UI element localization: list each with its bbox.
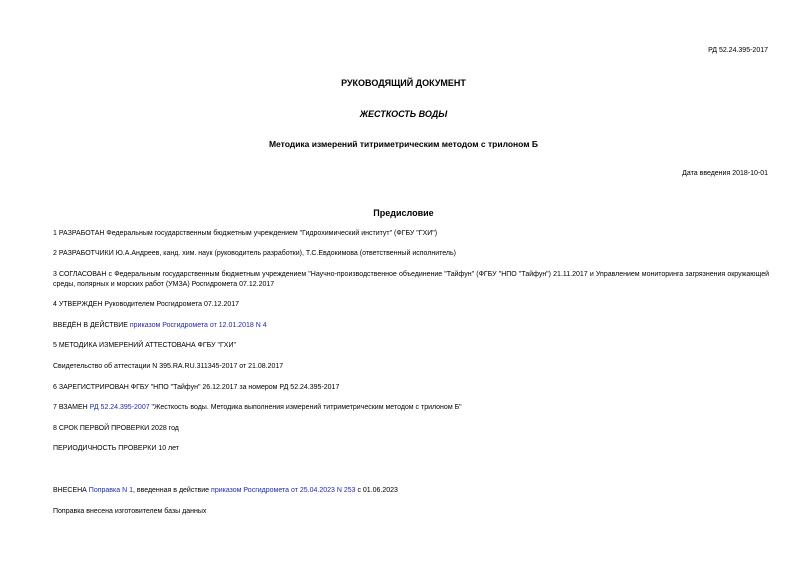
replaces-title-text: "Жесткость воды. Методика выполнения измерений титриметрическим методом с трилоном Б"	[149, 404, 462, 411]
paragraph-replaces	[53, 403, 462, 413]
amendment-link[interactable]: Поправка N 1	[88, 487, 133, 494]
enacted-text: ВВЕДЁН В ДЕЙСТВИЕ	[53, 322, 130, 329]
paragraph-enacted	[53, 321, 267, 331]
preface-heading: Предисловие	[373, 208, 434, 218]
paragraph-amendment	[53, 486, 398, 496]
amendment-order-link[interactable]: приказом Росгидромета от 25.04.2023 N 253	[211, 487, 356, 494]
replaced-document-link[interactable]: РД 52.24.395-2007	[89, 404, 150, 411]
amendment-text: ВНЕСЕНА	[53, 487, 89, 494]
paragraph-certificate: Свидетельство об аттестации N 395.RA.RU.311345-2017 от 21.08.2017	[53, 363, 284, 370]
paragraph-developers: 2 РАЗРАБОТЧИКИ Ю.А.Андреев, канд. хим. наук (руководитель разработки), Т.С.Евдокимова (ответственный исполнитель)	[53, 250, 456, 257]
amendment-date-text: с 01.06.2023	[355, 487, 398, 494]
paragraph-registered: 6 ЗАРЕГИСТРИРОВАН ФГБУ "НПО "Тайфун" 26.12.2017 за номером РД 52.24.395-2017	[53, 384, 340, 391]
paragraph-amendment-note: Поправка внесена изготовителем базы данных	[53, 508, 207, 515]
introduction-date: Дата введения 2018-10-01	[682, 170, 768, 177]
enactment-order-link[interactable]: приказом Росгидромета от 12.01.2018 N 4	[129, 322, 267, 329]
paragraph-review-period: ПЕРИОДИЧНОСТЬ ПРОВЕРКИ 10 лет	[53, 445, 179, 452]
document-subtitle: ЖЕСТКОСТЬ ВОДЫ	[359, 109, 448, 119]
paragraph-developed: 1 РАЗРАБОТАН Федеральным государственным бюджетным учреждением "Гидрохимический институт" (ФГБУ "ГХИ")	[53, 230, 438, 237]
paragraph-first-review: 8 СРОК ПЕРВОЙ ПРОВЕРКИ 2028 год	[53, 425, 179, 432]
document-title: РУКОВОДЯЩИЙ ДОКУМЕНТ	[341, 78, 466, 88]
paragraph-agreed: 3 СОГЛАСОВАН с Федеральным государственным бюджетным учреждением "Научно-производственное объединение "Тайфун" (ФГБУ "НПО "Тайфун") 21.11.2017 и Управлением мониторинга загрязнения окружающей среды, полярных и морских работ (УМЗА) Росгидромета 07.12.2017	[53, 271, 769, 288]
paragraph-approved: 4 УТВЕРЖДЕН Руководителем Росгидромета 07.12.2017	[53, 301, 240, 308]
paragraph-certified: 5 МЕТОДИКА ИЗМЕРЕНИЙ АТТЕСТОВАНА ФГБУ "ГХИ"	[53, 342, 236, 349]
replaces-text: 7 ВЗАМЕН	[53, 404, 90, 411]
document-code: РД 52.24.395-2017	[708, 47, 768, 54]
method-title: Методика измерений титриметрическим методом с трилоном Б	[268, 139, 539, 149]
amendment-mid-text: , введенная в действие	[132, 487, 212, 494]
